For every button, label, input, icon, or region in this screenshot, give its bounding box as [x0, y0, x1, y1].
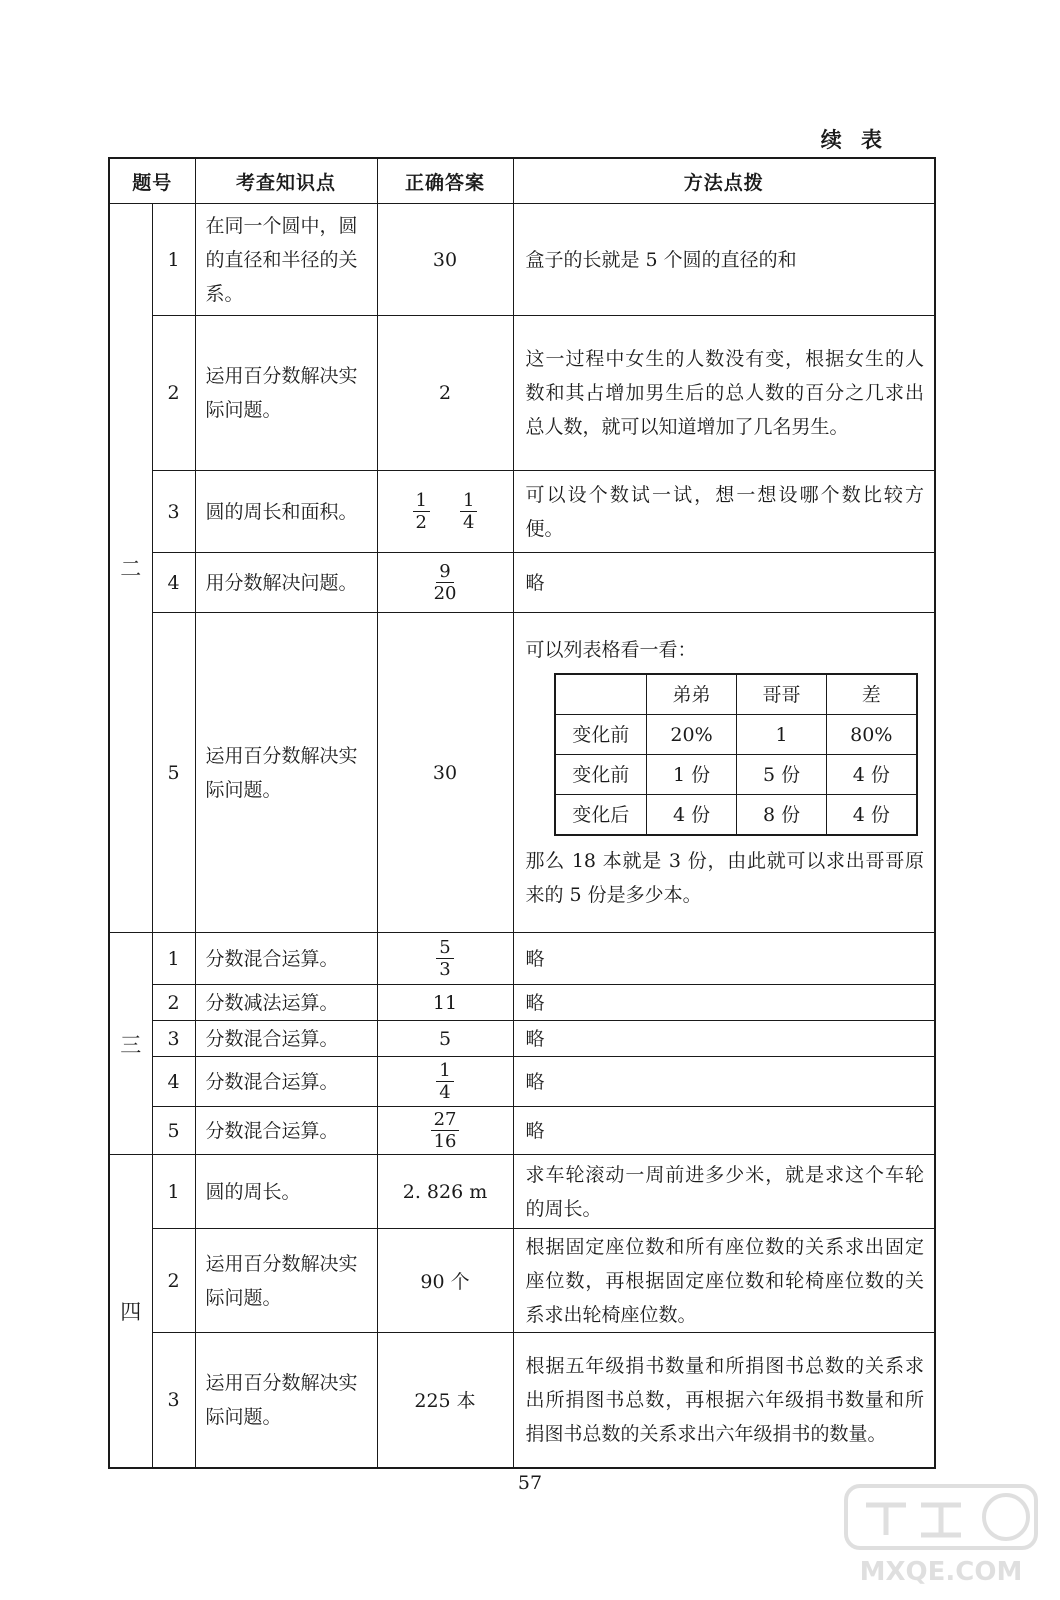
- header-method: 方法点拨: [513, 158, 935, 204]
- denominator: 2: [415, 511, 427, 533]
- comparison-header-cell: 弟弟: [647, 674, 737, 715]
- knowledge-point: 分数混合运算。: [195, 1107, 377, 1155]
- numerator: 1: [436, 1062, 453, 1082]
- row-number: 5: [152, 613, 195, 933]
- table-row: [109, 204, 935, 316]
- section-label: 二: [109, 204, 152, 933]
- method-tip: 根据固定座位数和所有座位数的关系求出固定座位数，再根据固定座位数和轮椅座位数的关系求出轮椅座位数。: [513, 1229, 935, 1333]
- answer: 2. 826 m: [377, 1155, 513, 1229]
- answer: 90 个: [377, 1229, 513, 1333]
- answer: 30: [377, 613, 513, 933]
- header-question-no: 题号: [109, 158, 195, 204]
- row-number: 1: [152, 1155, 195, 1229]
- knowledge-point: 分数混合运算。: [195, 1021, 377, 1057]
- method-tip: 略: [513, 1057, 935, 1107]
- method-tip: 略: [513, 933, 935, 985]
- row-number: 2: [152, 985, 195, 1021]
- answer: [377, 553, 513, 613]
- knowledge-point: 分数混合运算。: [195, 933, 377, 985]
- answer: 30: [377, 204, 513, 316]
- row-number: 4: [152, 553, 195, 613]
- comparison-cell: 20%: [647, 715, 737, 755]
- knowledge-point: 运用百分数解决实际问题。: [195, 1229, 377, 1333]
- knowledge-point: 圆的周长。: [195, 1155, 377, 1229]
- knowledge-point: 运用百分数解决实际问题。: [195, 613, 377, 933]
- comparison-cell: 变化前: [555, 755, 647, 795]
- denominator: 3: [439, 958, 451, 980]
- method-tip: 略: [513, 985, 935, 1021]
- method-tip: 可以设个数试一试，想一想设哪个数比较方便。: [513, 471, 935, 553]
- knowledge-point: 用分数解决问题。: [195, 553, 377, 613]
- numerator: 9: [436, 563, 453, 583]
- fraction: [431, 560, 460, 604]
- comparison-cell: 变化后: [555, 795, 647, 836]
- comparison-cell: 80%: [827, 715, 917, 755]
- fraction: [436, 1059, 453, 1103]
- method-tip: 略: [513, 1021, 935, 1057]
- table-row: [109, 471, 935, 553]
- table-row: [109, 1229, 935, 1333]
- row-number: 1: [152, 204, 195, 316]
- denominator: 4: [439, 1081, 451, 1103]
- row-number: 2: [152, 316, 195, 471]
- answer-table: [108, 157, 936, 1469]
- knowledge-point: 分数混合运算。: [195, 1057, 377, 1107]
- comparison-cell: 4 份: [647, 795, 737, 836]
- method-tip: 盒子的长就是 5 个圆的直径的和: [513, 204, 935, 316]
- fraction: [413, 489, 430, 533]
- answer: [377, 1057, 513, 1107]
- table-header-row: [109, 158, 935, 204]
- fraction: [431, 1108, 460, 1152]
- method-tip: 略: [513, 553, 935, 613]
- row-number: 3: [152, 471, 195, 553]
- fraction: [460, 489, 477, 533]
- section-label: 四: [109, 1155, 152, 1468]
- comparison-header-row: [555, 674, 917, 715]
- comparison-cell: 4 份: [827, 755, 917, 795]
- section-label: 三: [109, 933, 152, 1155]
- knowledge-point: 圆的周长和面积。: [195, 471, 377, 553]
- page-number: 57: [517, 1472, 543, 1494]
- method-tip: 这一过程中女生的人数没有变，根据女生的人数和其占增加男生后的总人数的百分之几求出总人数，就可以知道增加了几名男生。: [513, 316, 935, 471]
- comparison-row: [555, 715, 917, 755]
- denominator: 4: [463, 511, 475, 533]
- table-row: [109, 613, 935, 933]
- table-row: [109, 316, 935, 471]
- table-row: [109, 1107, 935, 1155]
- answer: 2: [377, 316, 513, 471]
- comparison-cell: 8 份: [737, 795, 827, 836]
- watermark-text: MXQE.COM: [859, 1557, 1023, 1587]
- denominator: 16: [433, 1130, 457, 1152]
- row-number: 3: [152, 1333, 195, 1468]
- comparison-corner-cell: [555, 674, 647, 715]
- method-tip: 根据五年级捐书数量和所捐图书总数的关系求出所捐图书总数，再根据六年级捐书数量和所捐图书总数的关系求出六年级捐书的数量。: [513, 1333, 935, 1468]
- answer: 11: [377, 985, 513, 1021]
- table-row: [109, 1333, 935, 1468]
- header-knowledge: 考查知识点: [195, 158, 377, 204]
- numerator: 5: [436, 939, 453, 959]
- comparison-row: [555, 795, 917, 836]
- answer: 225 本: [377, 1333, 513, 1468]
- answer: [377, 471, 513, 553]
- comparison-cell: 变化前: [555, 715, 647, 755]
- method-tip: [513, 613, 935, 933]
- table-row: [109, 985, 935, 1021]
- comparison-cell: 1 份: [647, 755, 737, 795]
- table-row: [109, 1155, 935, 1229]
- numerator: 1: [460, 492, 477, 512]
- comparison-header-cell: 差: [827, 674, 917, 715]
- fraction: [436, 936, 453, 980]
- row-number: 2: [152, 1229, 195, 1333]
- numerator: 1: [413, 492, 430, 512]
- tip-outro: 那么 18 本就是 3 份，由此就可以求出哥哥原来的 5 份是多少本。: [525, 850, 925, 906]
- answer: [377, 933, 513, 985]
- denominator: 20: [433, 582, 457, 604]
- comparison-header-cell: 哥哥: [737, 674, 827, 715]
- comparison-table: [554, 673, 918, 836]
- answer: 5: [377, 1021, 513, 1057]
- comparison-cell: 4 份: [827, 795, 917, 836]
- table-row: [109, 553, 935, 613]
- knowledge-point: 在同一个圆中，圆的直径和半径的关系。: [195, 204, 377, 316]
- answer: [377, 1107, 513, 1155]
- header-answer: 正确答案: [377, 158, 513, 204]
- knowledge-point: 运用百分数解决实际问题。: [195, 316, 377, 471]
- row-number: 4: [152, 1057, 195, 1107]
- method-tip: 求车轮滚动一周前进多少米，就是求这个车轮的周长。: [513, 1155, 935, 1229]
- table-row: [109, 1021, 935, 1057]
- row-number: 1: [152, 933, 195, 985]
- table-row: [109, 933, 935, 985]
- comparison-row: [555, 755, 917, 795]
- numerator: 27: [431, 1111, 460, 1131]
- table-row: [109, 1057, 935, 1107]
- comparison-cell: 1: [737, 715, 827, 755]
- knowledge-point: 分数减法运算。: [195, 985, 377, 1021]
- row-number: 3: [152, 1021, 195, 1057]
- continued-label: 续 表: [820, 128, 888, 152]
- method-tip: 略: [513, 1107, 935, 1155]
- row-number: 5: [152, 1107, 195, 1155]
- knowledge-point: 运用百分数解决实际问题。: [195, 1333, 377, 1468]
- tip-intro: 可以列表格看一看：: [525, 639, 697, 661]
- watermark-logo: [836, 1480, 1046, 1590]
- comparison-cell: 5 份: [737, 755, 827, 795]
